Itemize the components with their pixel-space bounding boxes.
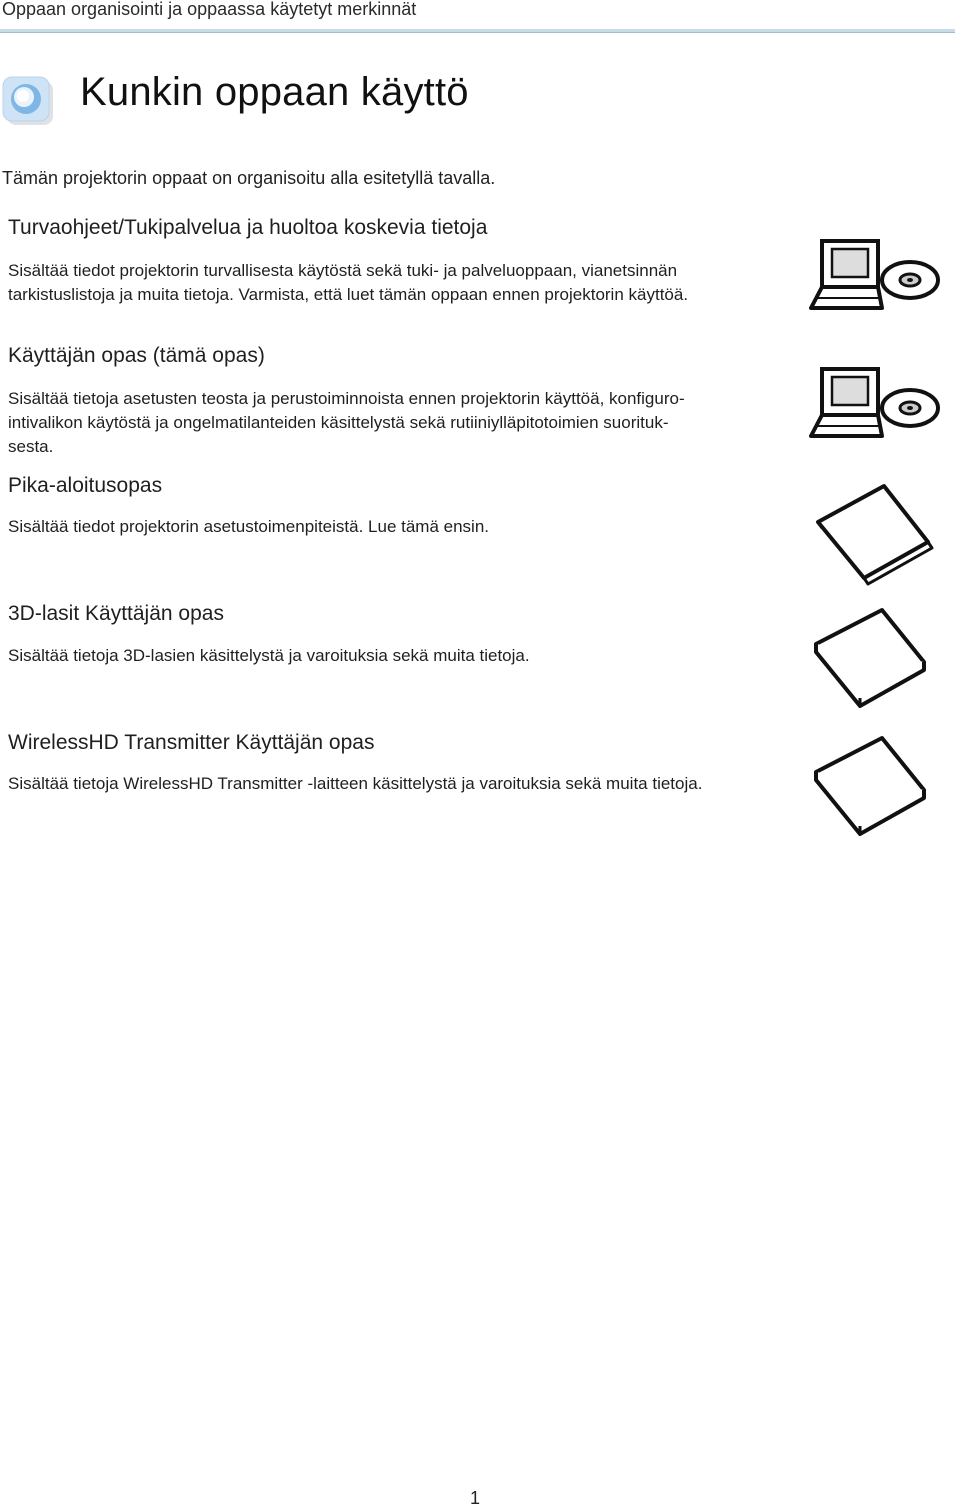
booklet-icon [812,606,932,710]
section-body-safety [8,259,808,307]
page-title: Kunkin oppaan käyttö [80,70,469,114]
section-body-quick-start [8,515,788,539]
section-heading-quick-start: Pika-aloitusopas [8,474,163,497]
title-bullet-icon [2,75,54,127]
computer-and-disc-icon [808,238,940,314]
body-line: Sisältää tietoja 3D-lasien käsittelystä ja varoituksia sekä muita tietoja. [8,646,530,665]
section-heading-safety: Turvaohjeet/Tukipalvelua ja huoltoa koskevia tietoja [8,216,488,239]
section-body-users-guide [8,387,788,459]
body-line: Sisältää tiedot projektorin turvallisesta käytöstä sekä tuki- ja palveluoppaan, vianetsinnän [8,261,678,280]
booklet-icon [812,734,932,838]
intro-text: Tämän projektorin oppaat on organisoitu alla esitetyllä tavalla. [2,168,496,188]
header-rule [0,29,955,33]
section-body-3d-glasses [8,644,788,668]
section-heading-users-guide: Käyttäjän opas (tämä opas) [8,344,265,367]
page-number: 1 [470,1488,481,1508]
sheet-icon [812,480,936,586]
body-line: Sisältää tietoja asetusten teosta ja perustoiminnoista ennen projektorin käyttöä, konfiguro- [8,389,685,408]
body-line: tarkistuslistoja ja muita tietoja. Varmista, että luet tämän oppaan ennen projektorin käyttöä. [8,285,689,304]
computer-and-disc-icon [808,366,940,442]
body-line: Sisältää tiedot projektorin asetustoimenpiteistä. Lue tämä ensin. [8,517,489,536]
section-body-wirelesshd [8,772,808,796]
running-header: Oppaan organisointi ja oppaassa käytetyt merkinnät [2,0,417,19]
body-line: Sisältää tietoja WirelessHD Transmitter -laitteen käsittelystä ja varoituksia sekä muita tietoja. [8,774,703,793]
section-heading-3d-glasses: 3D-lasit Käyttäjän opas [8,602,224,625]
body-line: intivalikon käytöstä ja ongelmatilanteiden käsittelystä sekä rutiiniylläpitotoimien suorituk- [8,413,669,432]
section-heading-wirelesshd: WirelessHD Transmitter Käyttäjän opas [8,731,375,754]
body-line: sesta. [8,437,54,456]
